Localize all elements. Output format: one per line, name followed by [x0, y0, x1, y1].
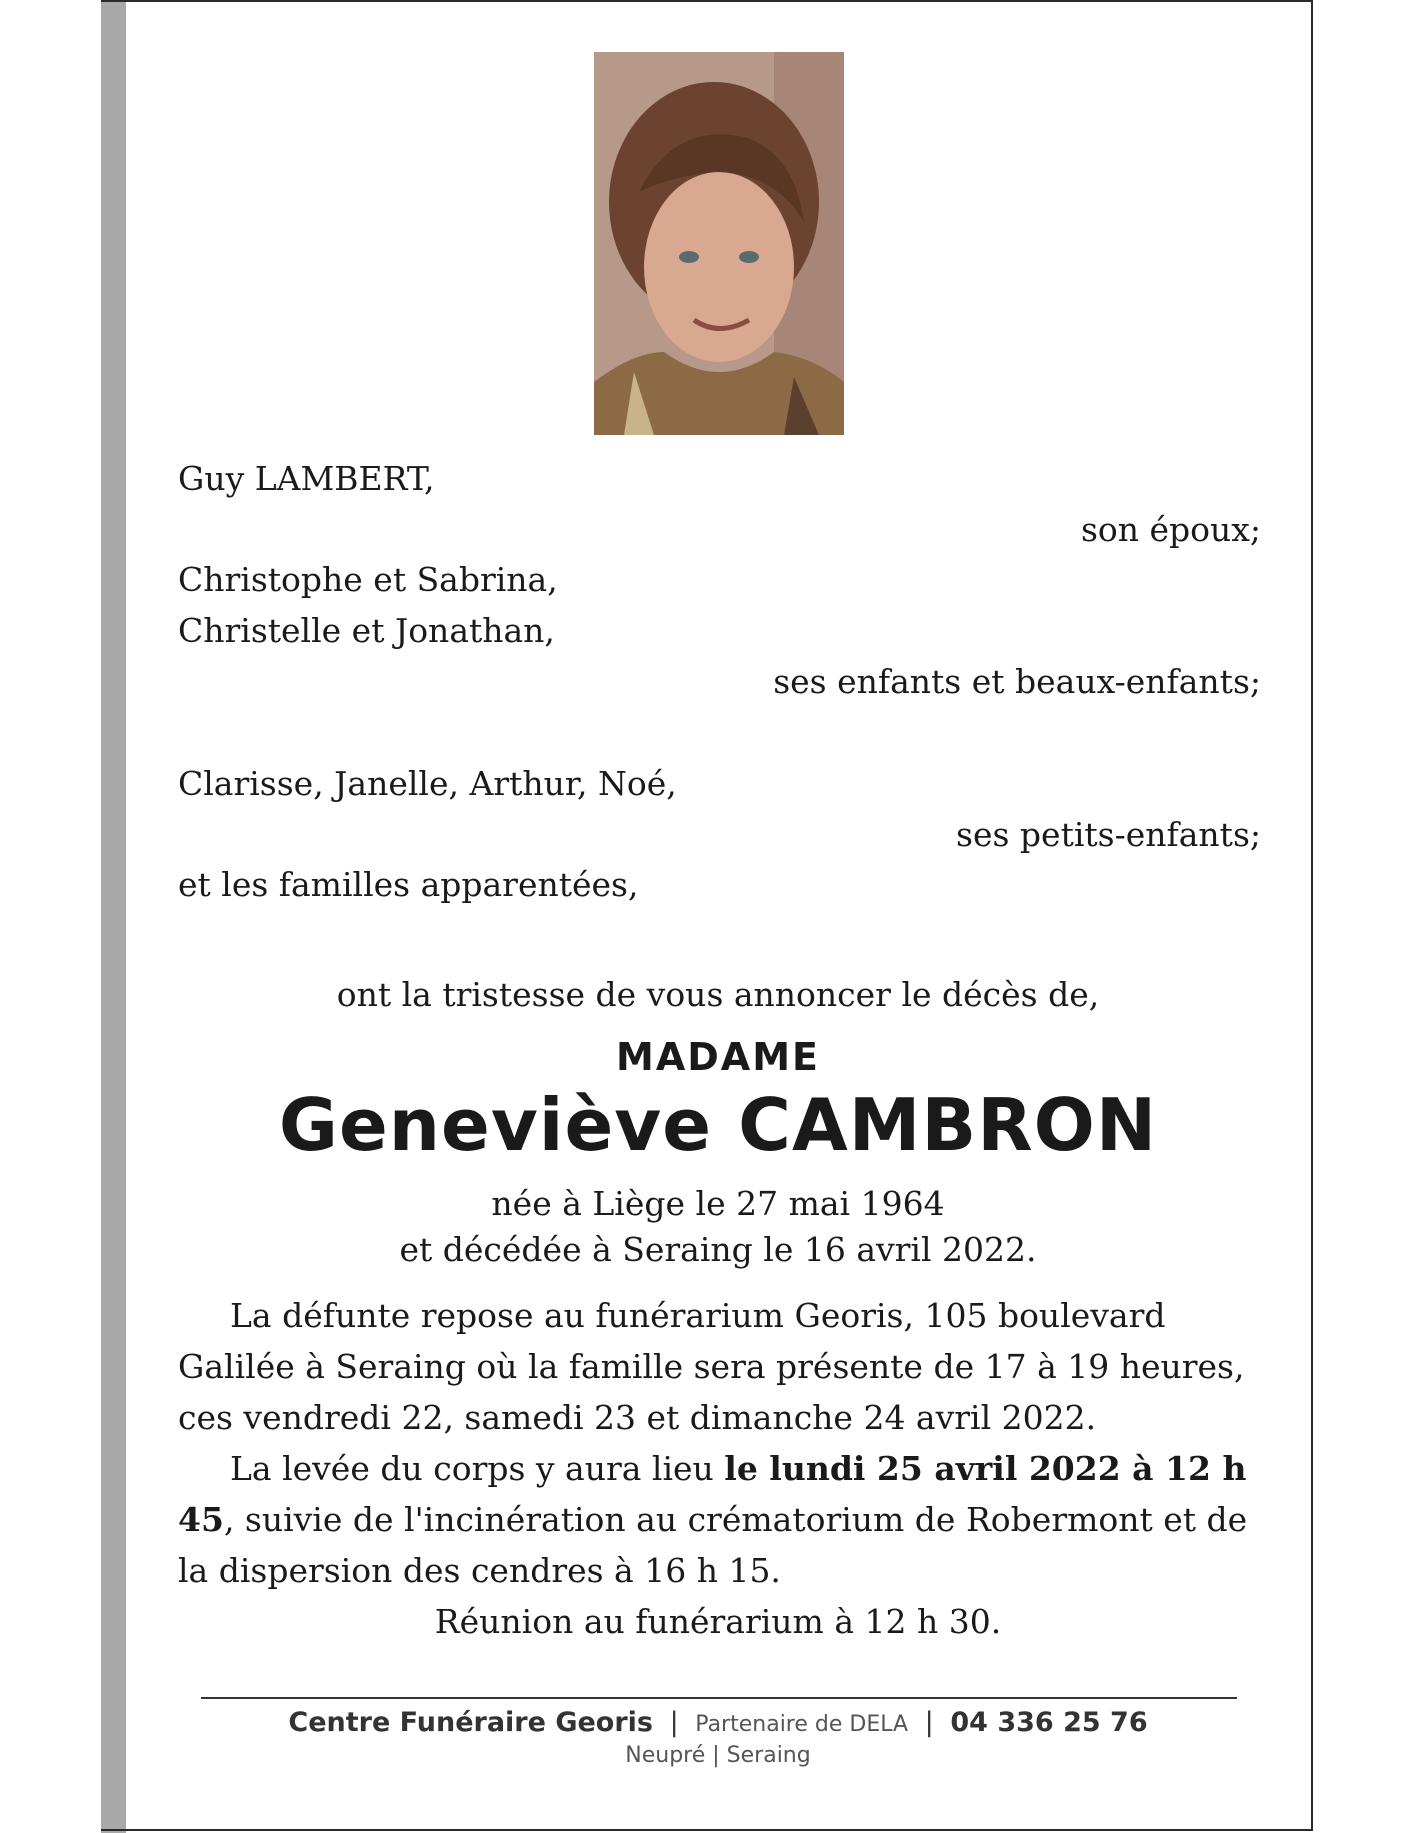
footer-separator: |	[669, 1707, 679, 1738]
ceremony-date: le lundi 25 avril 2022 à 12 h 45	[178, 1449, 1247, 1539]
visitation-paragraph: La défunte repose au funérarium Georis, 105 boulevard Galilée à Seraing où la famille sera présente de 17 à 19 heures, ces vendredi 22, samedi 23 et dimanche 24 avril 2022.	[178, 1296, 1245, 1437]
announcement-intro: ont la tristesse de vous annoncer le décès de,	[336, 975, 1100, 1014]
ceremony-text-before: La levée du corps y aura lieu	[230, 1449, 725, 1488]
relatives: et les familles apparentées,	[178, 865, 639, 904]
spouse-name: Guy LAMBERT,	[178, 459, 435, 498]
honorific: MADAME	[616, 1035, 820, 1079]
grandchildren: Clarisse, Janelle, Arthur, Noé,	[178, 764, 677, 803]
meeting-paragraph: Réunion au funérarium à 12 h 30.	[434, 1602, 1002, 1641]
grandchildren-role: ses petits-enfants;	[956, 815, 1261, 854]
birth-line: née à Liège le 27 mai 1964	[491, 1184, 945, 1223]
portrait-photo	[594, 52, 844, 435]
footer-separator: |	[924, 1707, 934, 1738]
deceased-name: Geneviève CAMBRON	[278, 1083, 1158, 1167]
phone-number: 04 336 25 76	[950, 1707, 1148, 1738]
death-line: et décédée à Seraing le 16 avril 2022.	[399, 1230, 1037, 1269]
funeral-details	[178, 1290, 1258, 1647]
footer-main	[0, 1707, 1416, 1738]
footer-locations: Neupré | Seraing	[625, 1743, 811, 1768]
children-line-2: Christelle et Jonathan,	[178, 611, 555, 650]
children-role: ses enfants et beaux-enfants;	[773, 662, 1261, 701]
footer-divider	[201, 1697, 1237, 1699]
partner-text: Partenaire de DELA	[695, 1712, 909, 1737]
children-line-1: Christophe et Sabrina,	[178, 560, 558, 599]
company-name: Centre Funéraire Georis	[288, 1707, 653, 1738]
ceremony-paragraph	[178, 1443, 1258, 1596]
ceremony-text-after: , suivie de l'incinération au crématorium de Robermont et de la dispersion des cendres à 16 h 15.	[178, 1500, 1248, 1590]
spouse-role: son époux;	[1080, 510, 1261, 549]
